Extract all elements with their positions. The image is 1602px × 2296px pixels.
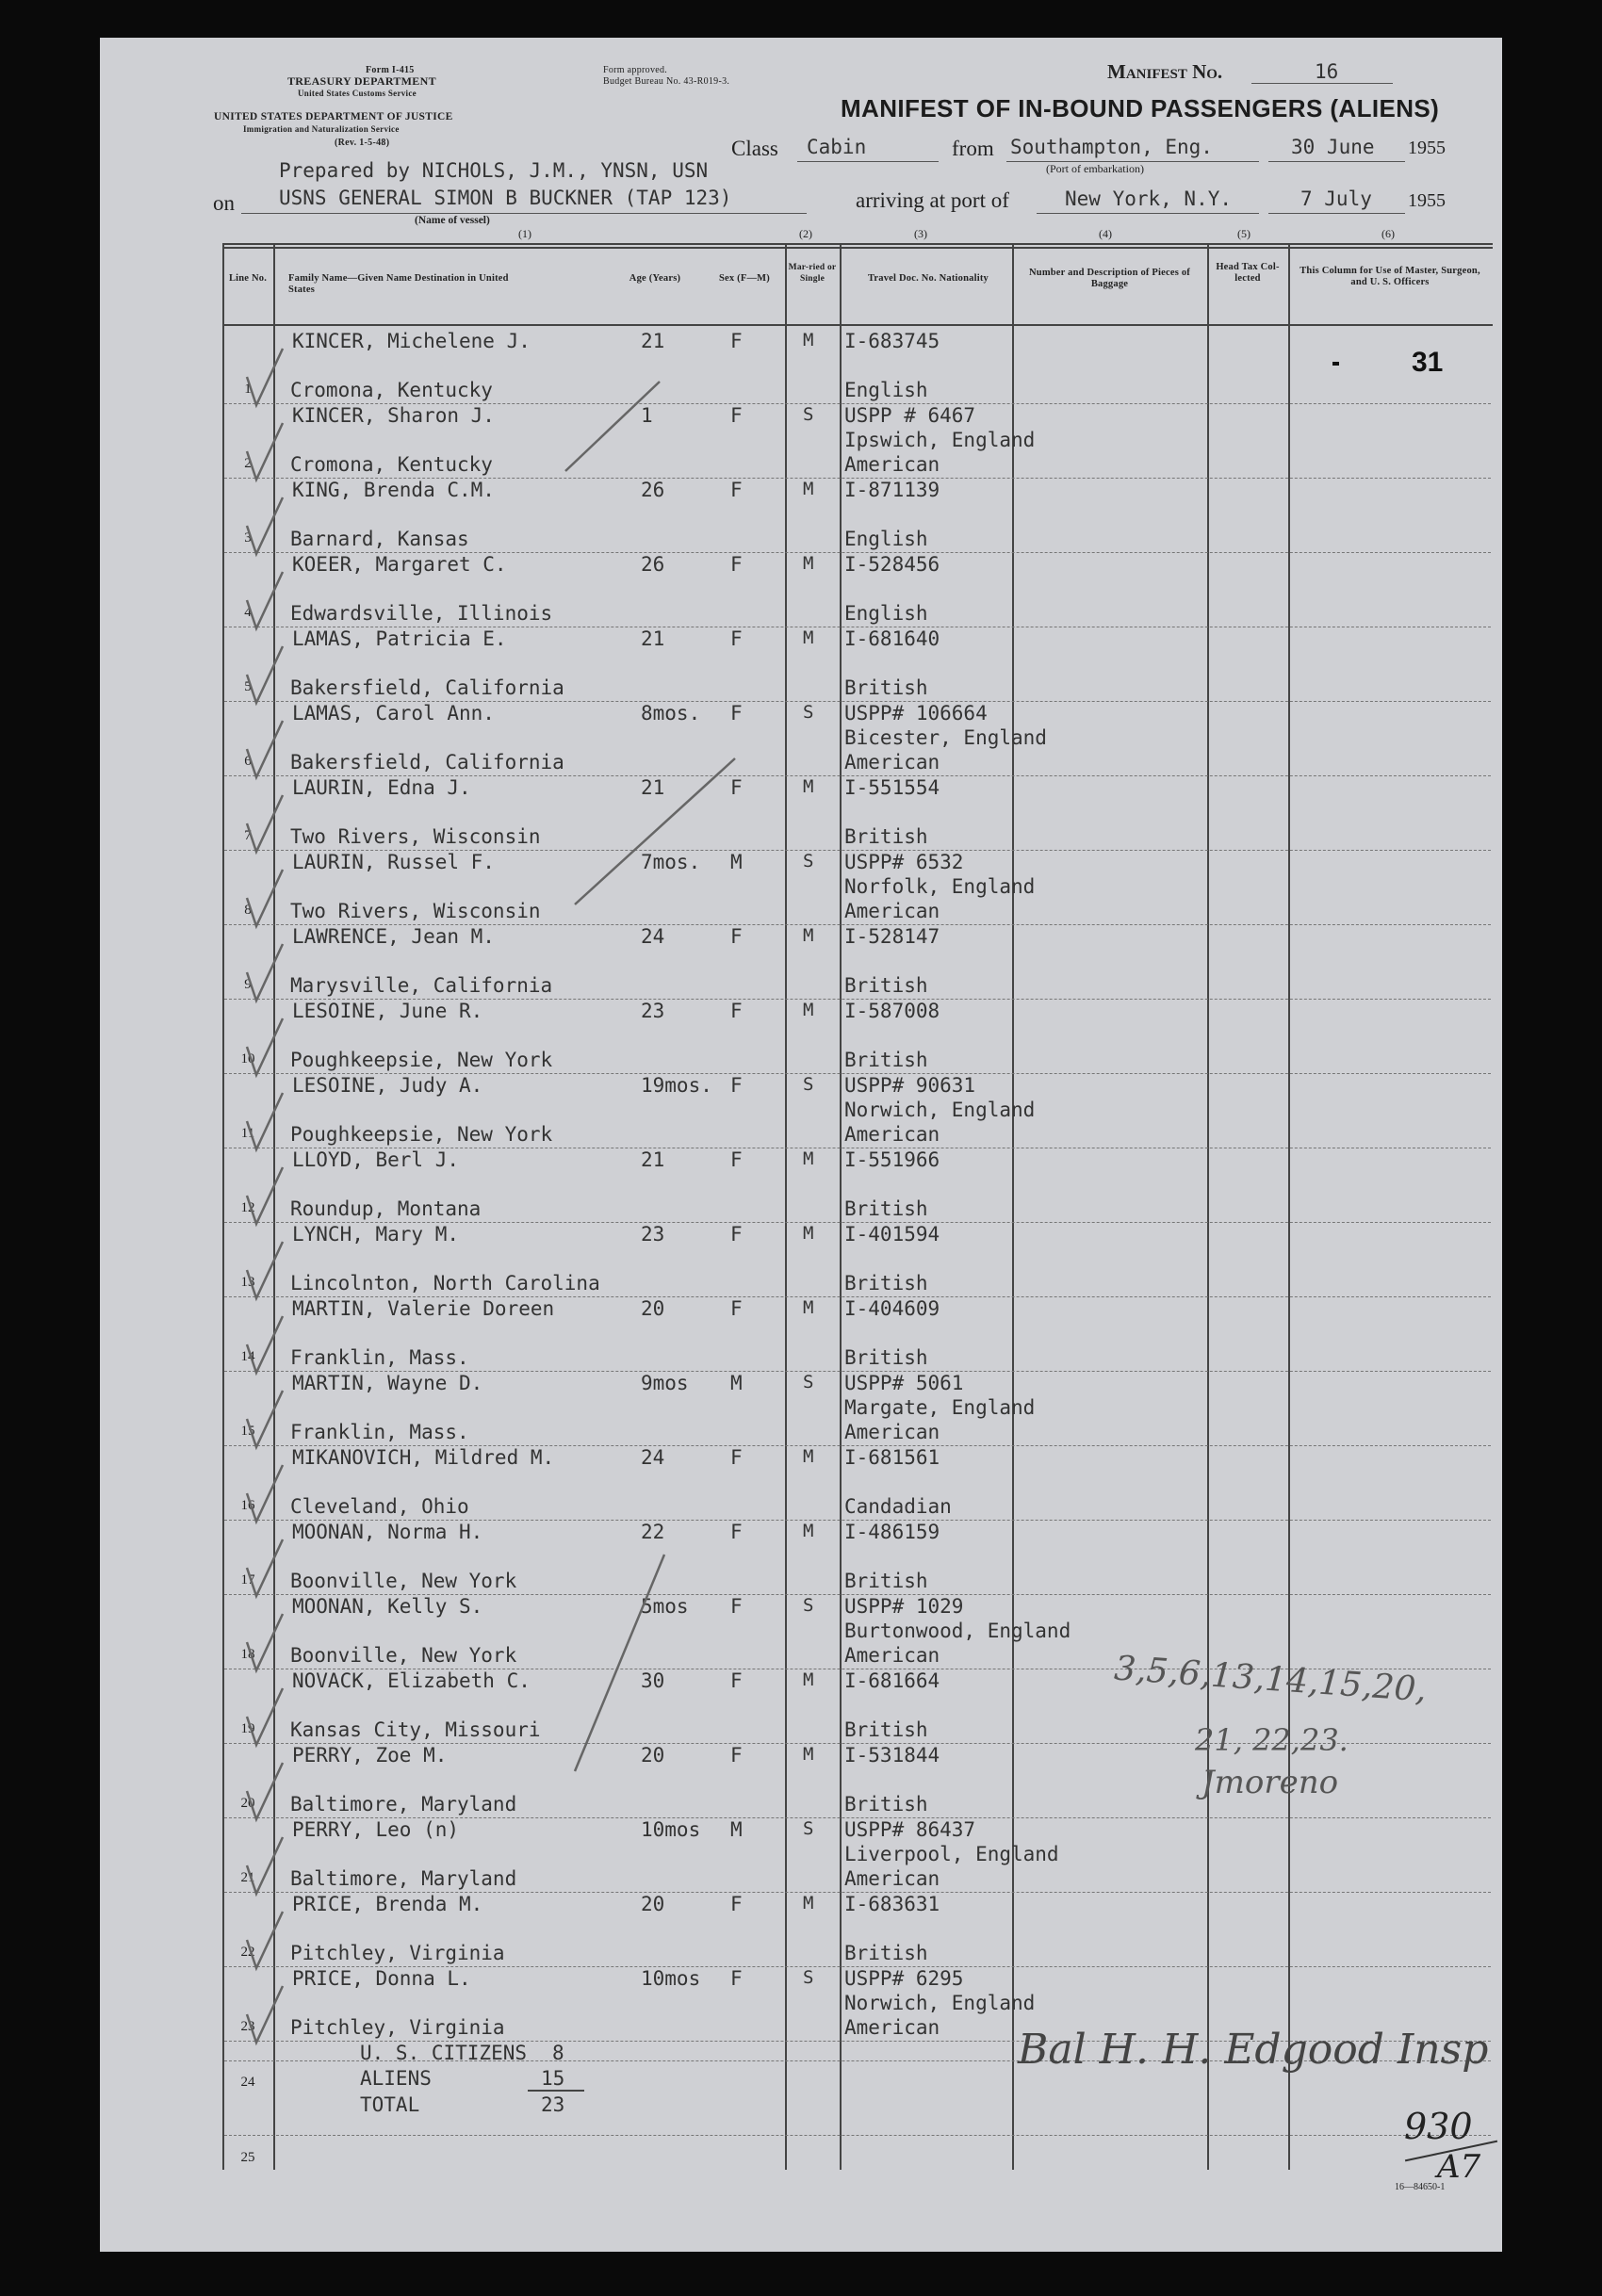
passenger-age: 7mos. — [641, 851, 701, 873]
inspector-signature: Bal H. H. Edgood Insp — [1018, 2026, 1489, 2074]
marital-status: S — [803, 1967, 814, 1988]
passenger-destination: Poughkeepsie, New York — [290, 1049, 553, 1071]
passenger-age: 9mos — [641, 1372, 689, 1394]
travel-doc: I-587008 — [844, 1000, 940, 1022]
fraction-bottom: A7 — [1437, 2148, 1481, 2186]
travel-doc: USPP# 1029 — [844, 1595, 964, 1618]
check-mark — [247, 1242, 283, 1298]
arrival-date: 7 July — [1300, 187, 1372, 210]
passenger-destination: Kansas City, Missouri — [290, 1718, 541, 1741]
marital-status: M — [803, 1669, 814, 1690]
marital-status: M — [803, 479, 814, 499]
line-number: 22 — [240, 1945, 255, 1960]
travel-doc: I-401594 — [844, 1223, 940, 1246]
embark-date: 30 June — [1291, 136, 1375, 158]
line-number: 9 — [244, 977, 252, 992]
marital-status: M — [803, 776, 814, 797]
passenger-destination: Lincolnton, North Carolina — [290, 1272, 600, 1295]
passenger-age: 26 — [641, 553, 665, 576]
passenger-name: KINCER, Michelene J. — [292, 330, 531, 352]
check-mark — [247, 1837, 283, 1894]
header-line-no: Line No. — [228, 273, 268, 284]
passenger-age: 22 — [641, 1521, 665, 1543]
passenger-sex: F — [730, 702, 743, 725]
nationality: American — [844, 453, 940, 476]
passenger-sex: F — [730, 1148, 743, 1171]
check-mark — [247, 349, 283, 405]
check-mark — [247, 1614, 283, 1670]
check-mark — [247, 1986, 283, 2043]
col-num-1: (1) — [518, 227, 531, 240]
passenger-age: 21 — [641, 1148, 665, 1171]
passenger-sex: F — [730, 776, 743, 799]
check-mark — [247, 1316, 283, 1373]
passenger-destination: Baltimore, Maryland — [290, 1793, 517, 1816]
passenger-sex: M — [730, 851, 743, 873]
nationality: British — [844, 1346, 928, 1369]
line-number: 19 — [240, 1721, 255, 1736]
embark-caption: (Port of embarkation) — [1046, 162, 1144, 175]
marital-status: M — [803, 1893, 814, 1913]
citizens-label: U. S. CITIZENS — [360, 2042, 528, 2064]
marital-status: M — [803, 1297, 814, 1318]
nationality: American — [844, 1123, 940, 1146]
nationality: American — [844, 751, 940, 773]
passenger-name: MARTIN, Valerie Doreen — [292, 1297, 555, 1320]
header-baggage: Number and Description of Pieces of Baggage — [1029, 268, 1190, 289]
nationality: British — [844, 974, 928, 997]
vessel-name: USNS GENERAL SIMON B BUCKNER (TAP 123) — [279, 187, 732, 209]
header-name: Family Name—Given Name Destination in United States — [288, 273, 509, 295]
aliens-count: 15 — [541, 2067, 565, 2090]
form-number: Form I-415 — [366, 65, 415, 75]
header-travel-doc: Travel Doc. No. Nationality — [868, 273, 989, 284]
passenger-name: LYNCH, Mary M. — [292, 1223, 460, 1246]
line-number: 20 — [240, 1796, 255, 1811]
line-number: 11 — [240, 1126, 255, 1141]
justice-label: UNITED STATES DEPARTMENT OF JUSTICE — [214, 111, 453, 122]
passenger-destination: Poughkeepsie, New York — [290, 1123, 553, 1146]
passenger-name: PRICE, Donna L. — [292, 1967, 471, 1990]
passenger-destination: Cromona, Kentucky — [290, 379, 493, 401]
nationality: British — [844, 1718, 928, 1741]
travel-doc-place: Ipswich, England — [844, 429, 1036, 451]
passenger-name: LESOINE, June R. — [292, 1000, 483, 1022]
check-mark — [247, 1688, 283, 1745]
passenger-destination: Baltimore, Maryland — [290, 1867, 517, 1890]
check-mark — [247, 1167, 283, 1224]
passenger-destination: Two Rivers, Wisconsin — [290, 825, 541, 848]
passenger-age: 21 — [641, 330, 665, 352]
passenger-destination: Boonville, New York — [290, 1570, 517, 1592]
nationality: English — [844, 379, 928, 401]
citizens-count: 8 — [552, 2042, 564, 2064]
travel-doc: USPP# 106664 — [844, 702, 988, 725]
strike-line — [565, 382, 660, 471]
passenger-destination: Pitchley, Virginia — [290, 1942, 505, 1964]
passenger-age: 21 — [641, 627, 665, 650]
manifest-title: MANIFEST OF IN-BOUND PASSENGERS (ALIENS) — [841, 94, 1440, 122]
travel-doc-place: Margate, England — [844, 1396, 1036, 1419]
check-mark — [247, 721, 283, 777]
line-number: 2 — [244, 456, 252, 471]
passenger-name: KING, Brenda C.M. — [292, 479, 495, 501]
col-num-3: (3) — [914, 227, 927, 240]
dept-label: TREASURY DEPARTMENT — [287, 74, 436, 88]
nationality: British — [844, 1049, 928, 1071]
check-mark — [247, 1763, 283, 1819]
passenger-sex: F — [730, 479, 743, 501]
passenger-sex: F — [730, 1297, 743, 1320]
passenger-destination: Two Rivers, Wisconsin — [290, 900, 541, 922]
line-number-24: 24 — [240, 2075, 255, 2090]
class-value: Cabin — [807, 136, 867, 158]
passenger-sex: F — [730, 1074, 743, 1097]
travel-doc: USPP# 6532 — [844, 851, 964, 873]
passenger-name: LLOYD, Berl J. — [292, 1148, 460, 1171]
handwritten-line-list: 3,5,6,13,14,15,20, — [1112, 1649, 1429, 1710]
travel-doc: I-681561 — [844, 1446, 940, 1469]
nationality: British — [844, 1197, 928, 1220]
passenger-name: KINCER, Sharon J. — [292, 404, 495, 427]
marital-status: M — [803, 1223, 814, 1244]
nationality: British — [844, 825, 928, 848]
travel-doc: I-681640 — [844, 627, 940, 650]
line-number: 13 — [240, 1275, 255, 1290]
passenger-name: MARTIN, Wayne D. — [292, 1372, 483, 1394]
marital-status: M — [803, 925, 814, 946]
marital-status: M — [803, 1148, 814, 1169]
line-number: 15 — [240, 1424, 255, 1439]
footer-code: 16—84650-1 — [1395, 2182, 1446, 2192]
marital-status: S — [803, 404, 814, 425]
travel-doc-place: Liverpool, England — [844, 1843, 1059, 1865]
check-mark — [247, 423, 283, 480]
travel-doc-place: Norfolk, England — [844, 875, 1036, 898]
line-number-25: 25 — [240, 2150, 255, 2165]
passenger-sex: F — [730, 553, 743, 576]
passenger-name: LAMAS, Carol Ann. — [292, 702, 495, 725]
officer-mark: 31 — [1412, 347, 1444, 378]
total-count: 23 — [541, 2093, 565, 2116]
passenger-sex: F — [730, 1446, 743, 1469]
travel-doc: I-528147 — [844, 925, 940, 948]
passenger-age: 26 — [641, 479, 665, 501]
passenger-sex: F — [730, 1521, 743, 1543]
travel-doc: I-528456 — [844, 553, 940, 576]
passenger-destination: Franklin, Mass. — [290, 1346, 469, 1369]
line-number: 4 — [244, 605, 252, 620]
col-num-4: (4) — [1099, 227, 1112, 240]
line-number: 12 — [240, 1200, 255, 1215]
header-age: Age (Years) — [629, 273, 681, 284]
passenger-age: 20 — [641, 1297, 665, 1320]
col-num-2: (2) — [799, 227, 812, 240]
line-number: 17 — [240, 1572, 255, 1588]
travel-doc: USPP# 86437 — [844, 1818, 976, 1841]
strike-line — [575, 758, 735, 904]
marital-status: M — [803, 553, 814, 574]
passenger-name: KOEER, Margaret C. — [292, 553, 507, 576]
marital-status: S — [803, 1074, 814, 1095]
passenger-name: PRICE, Brenda M. — [292, 1893, 483, 1915]
passenger-destination: Roundup, Montana — [290, 1197, 482, 1220]
nationality: British — [844, 1793, 928, 1816]
check-mark — [247, 572, 283, 628]
from-value: Southampton, Eng. — [1010, 136, 1213, 158]
travel-doc: I-404609 — [844, 1297, 940, 1320]
marital-status: S — [803, 1818, 814, 1839]
passenger-name: PERRY, Leo (n) — [292, 1818, 460, 1841]
passenger-sex: M — [730, 1818, 743, 1841]
check-mark — [247, 1912, 283, 1968]
marital-status: S — [803, 702, 814, 723]
passenger-name: LESOINE, Judy A. — [292, 1074, 483, 1097]
nationality: British — [844, 1942, 928, 1964]
passenger-destination: Edwardsville, Illinois — [290, 602, 553, 625]
passenger-name: LAURIN, Edna J. — [292, 776, 471, 799]
nationality: Candadian — [844, 1495, 952, 1518]
passenger-sex: F — [730, 1000, 743, 1022]
header-officers: This Column for Use of Master, Surgeon, and U. S. Officers — [1300, 266, 1480, 287]
passenger-age: 30 — [641, 1669, 665, 1692]
passenger-age: 20 — [641, 1893, 665, 1915]
embark-year: 1955 — [1408, 138, 1446, 158]
total-label: TOTAL — [360, 2093, 420, 2116]
check-mark — [247, 1465, 283, 1522]
prepared-by: Prepared by NICHOLS, J.M., YNSN, USN — [279, 159, 709, 182]
passenger-destination: Cromona, Kentucky — [290, 453, 493, 476]
aliens-label: ALIENS — [360, 2067, 432, 2090]
travel-doc: USPP# 90631 — [844, 1074, 976, 1097]
passenger-name: NOVACK, Elizabeth C. — [292, 1669, 531, 1692]
line-number: 1 — [244, 382, 252, 397]
travel-doc: I-551554 — [844, 776, 940, 799]
passenger-age: 19mos. — [641, 1074, 712, 1097]
nationality: British — [844, 1272, 928, 1295]
vessel-caption: (Name of vessel) — [415, 215, 490, 226]
col-num-5: (5) — [1237, 227, 1251, 240]
marital-status: M — [803, 1000, 814, 1020]
check-mark — [247, 497, 283, 554]
passenger-name: LAMAS, Patricia E. — [292, 627, 507, 650]
passenger-name: MIKANOVICH, Mildred M. — [292, 1446, 555, 1469]
line-number: 16 — [240, 1498, 255, 1513]
line-number: 18 — [240, 1647, 255, 1662]
line-number: 23 — [240, 2019, 255, 2034]
passenger-destination: Barnard, Kansas — [290, 528, 469, 550]
passenger-age: 1 — [641, 404, 653, 427]
travel-doc: USPP# 6295 — [844, 1967, 964, 1990]
check-mark — [247, 1093, 283, 1149]
handwritten-line-list-2: 21, 22,23. — [1195, 1722, 1349, 1758]
passenger-destination: Marysville, California — [290, 974, 553, 997]
check-mark — [247, 1018, 283, 1075]
travel-doc: USPP # 6467 — [844, 404, 976, 427]
marital-status: M — [803, 627, 814, 648]
passenger-destination: Pitchley, Virginia — [290, 2016, 505, 2039]
on-label: on — [213, 191, 235, 215]
approval-label: Form approved. — [603, 65, 668, 75]
travel-doc: USPP# 5061 — [844, 1372, 964, 1394]
travel-doc: I-683631 — [844, 1893, 940, 1915]
line-number: 6 — [244, 754, 252, 769]
marital-status: S — [803, 851, 814, 871]
passenger-age: 23 — [641, 1223, 665, 1246]
travel-doc: I-683745 — [844, 330, 940, 352]
passenger-sex: F — [730, 1744, 743, 1767]
passenger-destination: Boonville, New York — [290, 1644, 517, 1667]
marital-status: S — [803, 1595, 814, 1616]
line-number: 10 — [240, 1051, 255, 1067]
from-label: from — [952, 137, 994, 160]
manifest-no-value: 16 — [1315, 60, 1339, 83]
passenger-sex: F — [730, 925, 743, 948]
marital-status: M — [803, 1446, 814, 1467]
check-mark — [247, 870, 283, 926]
passenger-age: 8mos. — [641, 702, 701, 725]
travel-doc-place: Norwich, England — [844, 1992, 1036, 2014]
travel-doc-place: Bicester, England — [844, 726, 1047, 749]
check-mark — [247, 646, 283, 703]
marital-status: M — [803, 330, 814, 350]
handwritten-initials: Jmoreno — [1202, 1764, 1339, 1801]
line-number: 21 — [240, 1870, 255, 1885]
nationality: American — [844, 900, 940, 922]
header-head-tax: Head Tax Col-lected — [1216, 262, 1280, 284]
travel-doc: I-551966 — [844, 1148, 940, 1171]
strike-line — [575, 1555, 664, 1771]
passenger-sex: F — [730, 627, 743, 650]
check-mark — [247, 944, 283, 1001]
ins-label: Immigration and Naturalization Service — [243, 124, 400, 134]
passenger-name: LAWRENCE, Jean M. — [292, 925, 495, 948]
passenger-destination: Cleveland, Ohio — [290, 1495, 469, 1518]
passenger-sex: F — [730, 1669, 743, 1692]
passenger-destination: Franklin, Mass. — [290, 1421, 469, 1443]
revision-label: (Rev. 1-5-48) — [335, 138, 390, 148]
nationality: English — [844, 528, 928, 550]
passenger-destination: Bakersfield, California — [290, 676, 564, 699]
passenger-sex: F — [730, 1223, 743, 1246]
marital-status: M — [803, 1521, 814, 1541]
nationality: British — [844, 1570, 928, 1592]
passenger-age: 21 — [641, 776, 665, 799]
travel-doc: I-486159 — [844, 1521, 940, 1543]
nationality: English — [844, 602, 928, 625]
passenger-sex: F — [730, 1595, 743, 1618]
line-number: 3 — [244, 530, 252, 546]
header-sex: Sex (F—M) — [719, 273, 770, 284]
travel-doc: I-531844 — [844, 1744, 940, 1767]
passenger-sex: F — [730, 1893, 743, 1915]
passenger-sex: F — [730, 404, 743, 427]
col-num-6: (6) — [1381, 227, 1395, 240]
passenger-age: 10mos — [641, 1818, 701, 1841]
line-number: 5 — [244, 679, 252, 694]
class-label: Class — [731, 137, 778, 160]
passenger-age: 23 — [641, 1000, 665, 1022]
passenger-age: 20 — [641, 1744, 665, 1767]
budget-label: Budget Bureau No. 43-R019-3. — [603, 76, 730, 87]
line-number: 14 — [240, 1349, 255, 1364]
marital-status: M — [803, 1744, 814, 1765]
arriving-label: arriving at port of — [856, 188, 1009, 212]
travel-doc: I-871139 — [844, 479, 940, 501]
passenger-sex: F — [730, 1967, 743, 1990]
passenger-age: 24 — [641, 925, 665, 948]
passenger-name: MOONAN, Norma H. — [292, 1521, 483, 1543]
marital-status: S — [803, 1372, 814, 1392]
check-mark — [247, 1539, 283, 1596]
arrival-year: 1955 — [1408, 190, 1446, 211]
fraction-top: 930 — [1404, 2106, 1473, 2147]
passenger-name: MOONAN, Kelly S. — [292, 1595, 483, 1618]
nationality: American — [844, 2016, 940, 2039]
passenger-name: PERRY, Zoe M. — [292, 1744, 448, 1767]
passenger-age: 5mos — [641, 1595, 689, 1618]
check-mark — [247, 1391, 283, 1447]
travel-doc-place: Norwich, England — [844, 1099, 1036, 1121]
passenger-age: 24 — [641, 1446, 665, 1469]
manifest-no-label: Manifest No. — [1107, 60, 1223, 83]
nationality: American — [844, 1644, 940, 1667]
passenger-sex: F — [730, 330, 743, 352]
passenger-name: LAURIN, Russel F. — [292, 851, 495, 873]
line-number: 8 — [244, 903, 252, 918]
customs-label: United States Customs Service — [298, 89, 417, 98]
check-mark — [247, 795, 283, 852]
nationality: American — [844, 1421, 940, 1443]
travel-doc-place: Burtonwood, England — [844, 1620, 1071, 1642]
line-number: 7 — [244, 828, 252, 843]
passenger-destination: Bakersfield, California — [290, 751, 564, 773]
travel-doc: I-681664 — [844, 1669, 940, 1692]
passenger-age: 10mos — [641, 1967, 701, 1990]
nationality: American — [844, 1867, 940, 1890]
arrival-port: New York, N.Y. — [1065, 187, 1233, 210]
nationality: British — [844, 676, 928, 699]
passenger-sex: M — [730, 1372, 743, 1394]
header-married: Mar-ried or Single — [788, 263, 837, 284]
